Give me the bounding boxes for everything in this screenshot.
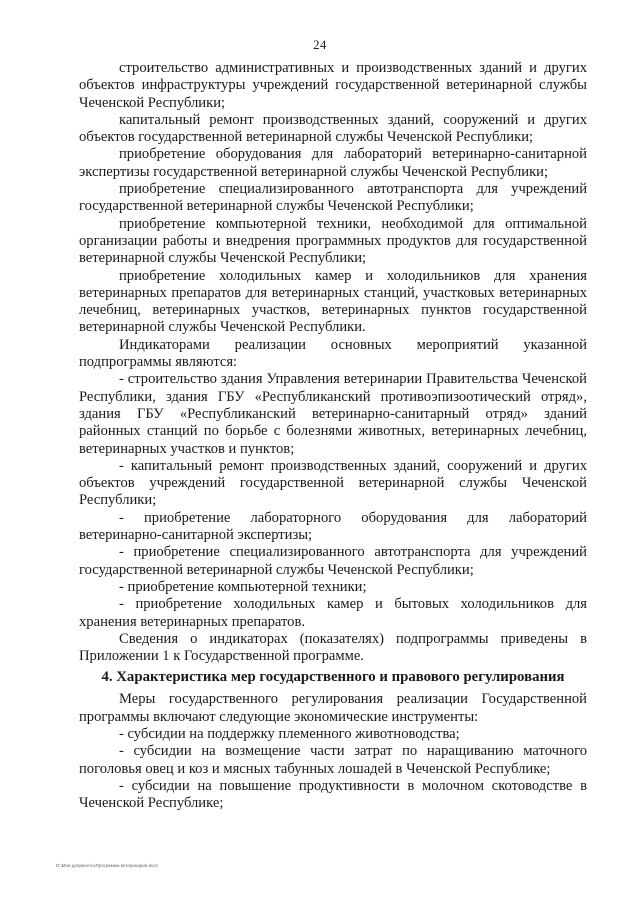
- list-item: - строительство здания Управления ветеринарии Правительства Чеченской Республики, здания ГБУ «Республиканский противоэпизоотический отряд», здания ГБУ «Республиканский ветеринарно-санитарный отряд» зданий районных станций по борьбе с болезнями животных, ветеринарных лечебниц, ветеринарных участков и пунктов;: [79, 371, 587, 457]
- list-item: - субсидии на поддержку племенного животноводства;: [119, 725, 460, 742]
- paragraph: приобретение компьютерной техники, необходимой для оптимальной организации работы и внедрения программных продуктов для государственной ветеринарной службы Чеченской Республики;: [79, 215, 587, 267]
- paragraph: строительство административных и производственных зданий и других объектов инфраструктуры учреждений государственной ветеринарной службы Чеченской Республики;: [79, 60, 587, 111]
- list-item: - приобретение компьютерной техники;: [119, 578, 367, 595]
- section-heading: 4. Характеристика мер государственного и правового регулирования: [101, 669, 565, 686]
- paragraph: приобретение специализированного автотранспорта для учреждений государственной ветеринарной службы Чеченской Республики;: [79, 181, 587, 215]
- list-item: - приобретение холодильных камер и бытовых холодильников для хранения ветеринарных препаратов.: [79, 596, 587, 630]
- paragraph: приобретение оборудования для лабораторий ветеринарно-санитарной экспертизы государственной ветеринарной службы Чеченской Республики;: [79, 146, 587, 180]
- paragraph: Индикаторами реализации основных мероприятий указанной подпрограммы являются:: [79, 336, 587, 371]
- list-item: - приобретение специализированного автотранспорта для учреждений государственной ветеринарной службы Чеченской Республики;: [79, 544, 587, 578]
- paragraph: капитальный ремонт производственных зданий, сооружений и других объектов государственной ветеринарной службы Чеченской Республики;: [79, 111, 587, 146]
- footer-file-path: D:\Мои документы\Программа ветеринарии.docx: [56, 863, 159, 868]
- list-item: - субсидии на повышение продуктивности в молочном скотоводстве в Чеченской Республике;: [79, 777, 587, 812]
- paragraph: Меры государственного регулирования реализации Государственной программы включают следующие экономические инструменты:: [79, 691, 587, 725]
- list-item: - субсидии на возмещение части затрат по наращиванию маточного поголовья овец и коз и мясных табунных лошадей в Чеченской Республике;: [79, 743, 587, 777]
- paragraph: приобретение холодильных камер и холодильников для хранения ветеринарных препаратов для ветеринарных станций, участковых ветеринарных лечебниц, ветеринарных участков, ветеринарных пунктов государственной ветеринарной службы Чеченской Республики.: [79, 267, 587, 336]
- list-item: - капитальный ремонт производственных зданий, сооружений и других объектов учреждений государственной ветеринарной службы Чеченской Республики;: [79, 457, 587, 509]
- document-body: [79, 60, 587, 812]
- page-number: 24: [313, 38, 327, 52]
- paragraph: Сведения о индикаторах (показателях) подпрограммы приведены в Приложении 1 к Государственной программе.: [79, 630, 587, 665]
- list-item: - приобретение лабораторного оборудования для лабораторий ветеринарно-санитарной экспертизы;: [79, 509, 587, 544]
